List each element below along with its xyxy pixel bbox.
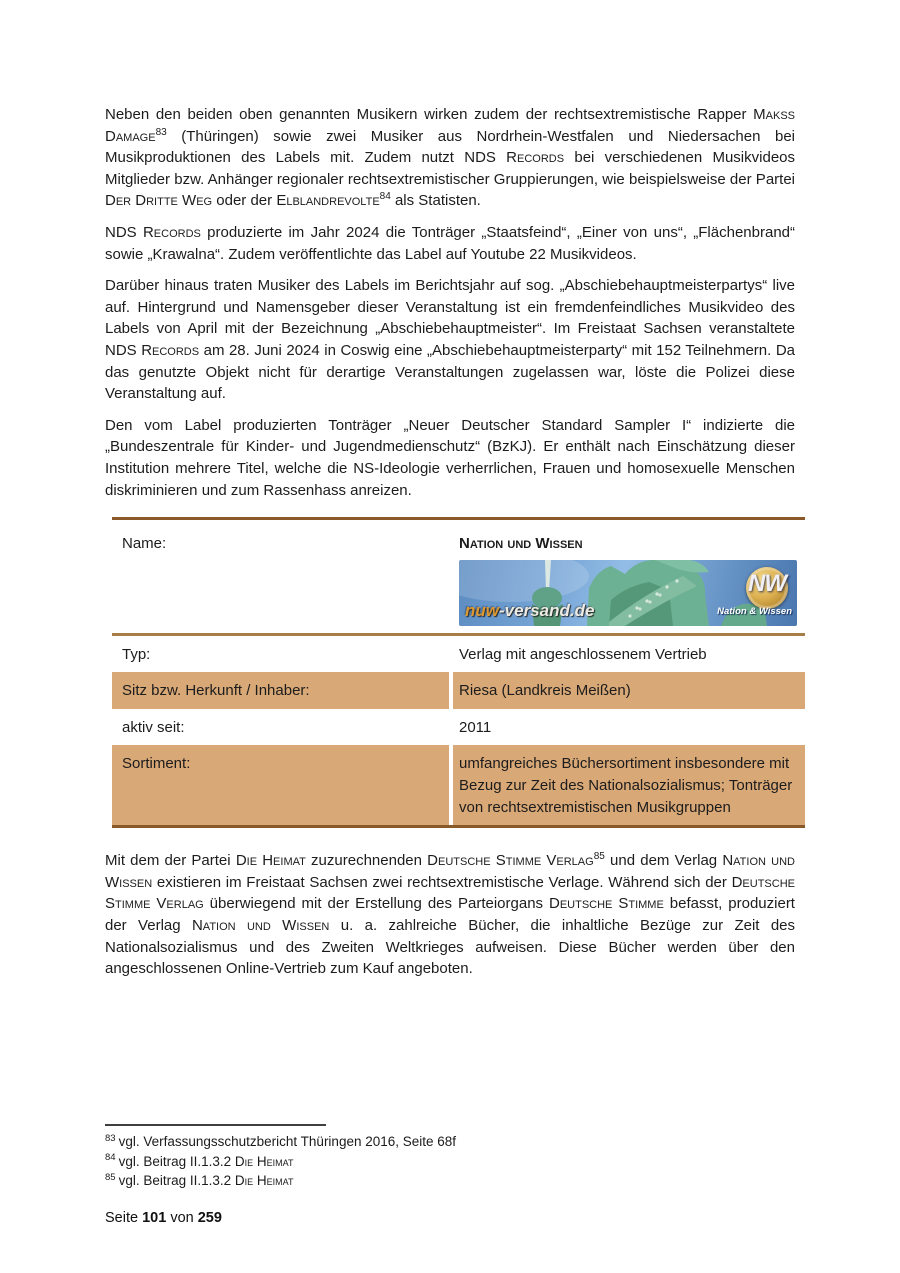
footer-prefix: Seite <box>105 1210 143 1226</box>
table-row-typ <box>112 636 805 673</box>
footnote-84 <box>105 1152 795 1172</box>
banner-url-prefix: nuw <box>465 601 499 621</box>
row-value-text: Riesa (Landkreis Meißen) <box>459 682 631 700</box>
table-value <box>453 672 805 709</box>
footnote-text: vgl. Verfassungsschutzbericht Thüringen 2016, Seite 68f <box>118 1134 457 1149</box>
row-value-text: umfangreiches Büchersortiment insbesondere mit Bezug zur Zeit des Nationalsozialismus; Tonträger von rechtsextremistischen Musikgruppen <box>459 755 793 816</box>
banner-url-text <box>465 600 594 622</box>
table-value <box>453 745 805 825</box>
table-label <box>112 745 453 825</box>
row-label-text: aktiv seit: <box>122 718 185 736</box>
paragraph-nds-releases: NDS Records produzierte im Jahr 2024 die Tonträger „Staatsfeind“, „Einer von uns“, „Flächenbrand“ sowie „Krawalna“. Zudem veröffentlichte das Label auf Youtube 22 Musikvideos. <box>105 223 795 263</box>
banner-tagline: Nation & Wissen <box>717 606 792 618</box>
footer-page-number: 101 <box>142 1210 167 1226</box>
footnote-separator <box>105 1124 326 1126</box>
footnotes <box>105 1124 795 1191</box>
footnote-number: 85 <box>105 1171 116 1183</box>
row-label-text: Sortiment: <box>122 755 191 773</box>
footer-middle: von <box>166 1210 198 1226</box>
table-label <box>112 709 453 746</box>
org-name: Nation und Wissen <box>459 535 583 553</box>
table-row-sortiment <box>112 745 805 825</box>
table-label <box>112 672 453 709</box>
table-value-name <box>453 520 805 633</box>
table-row-name <box>112 520 805 636</box>
footnote-text: vgl. Beitrag II.1.3.2 Die Heimat <box>118 1173 294 1188</box>
footnote-number: 83 <box>105 1132 116 1144</box>
page-footer <box>105 1210 222 1226</box>
footnote-number: 84 <box>105 1152 116 1163</box>
row-label-text: Typ: <box>122 645 151 663</box>
table-label <box>112 636 453 673</box>
table-label-name <box>112 520 453 633</box>
paragraph-abschiebehauptmeister: Darüber hinaus traten Musiker des Labels im Berichtsjahr auf sog. „Abschiebehauptmeisterpartys“ live auf. Hintergrund und Namensgeber dieser Veranstaltung ist ein fremdenfeindliches Musikvideo des Labels von April mit der Bezeichnung „Abschiebehauptmeister“. Im Freistaat Sachsen veranstaltete NDS Records am 28. Juni 2024 in Coswig eine „Abschiebehauptmeisterparty“ mit 152 Teilnehmern. Da das genutzte Objekt nicht für derartige Veranstaltungen zugelassen war, löste die Polizei diese Veranstaltung auf. <box>105 277 796 403</box>
footnote-text: vgl. Beitrag II.1.3.2 Die Heimat <box>118 1153 294 1169</box>
row-value-text: 2011 <box>459 718 492 736</box>
name-label: Name: <box>122 535 167 553</box>
table-value <box>453 636 805 673</box>
table-row-aktiv-seit <box>112 709 805 746</box>
row-value-text: Verlag mit angeschlossenem Vertrieb <box>459 645 707 663</box>
row-label-text: Sitz bzw. Herkunft / Inhaber: <box>122 682 310 700</box>
footnote-85 <box>105 1171 795 1191</box>
footer-total-pages: 259 <box>197 1210 222 1226</box>
footnote-83 <box>105 1132 795 1152</box>
body-text <box>105 104 795 990</box>
paragraph-verlage: Mit dem der Partei Die Heimat zuzurechnenden Deutsche Stimme Verlag$^{85}$ und dem Verlag Nation und Wissen existieren im Freistaat Sachsen zwei rechtsextremistische Verlage. Während sich der Deutsche Stimme Verlag überwiegend mit der Erstellung des Parteiorgans Deutsche Stimme befasst, produziert der Verlag Nation und Wissen u. a. zahlreiche Bücher, die inhaltliche Bezüge zur Zeit des Nationalsozialismus und des Zweiten Weltkrieges aufweisen. Diese Bücher werden über den angeschlossenen Online-Vertrieb zum Kauf angeboten. <box>105 851 796 978</box>
paragraph-indizierung: Den vom Label produzierten Tonträger „Neuer Deutscher Standard Sampler I“ indizierte die „Bundeszentrale für Kinder- und Jugendmedienschutz“ (BzKJ). Er enthält nach Einschätzung dieser Institution mehrere Titel, welche die NS-Ideologie verherrlichen, Frauen und homosexuelle Menschen diskriminieren und zum Rassenhass anreizen. <box>105 416 795 499</box>
info-table <box>112 517 805 828</box>
banner-url-rest: -versand.de <box>499 601 595 621</box>
paragraph-nds-musicians: Neben den beiden oben genannten Musikern wirken zudem der rechtsextremistische Rapper Makss Damage$^{83}$ (Thüringen) sowie zwei Musiker aus Nordrhein-Westfalen und Niedersachen bei Musikproduktionen des Labels mit. Zudem nutzt NDS Records bei verschiedenen Musikvideos Mitglieder bzw. Anhänger regionaler rechtsextremistischer Gruppierungen, wie beispielsweise der Partei Der Dritte Weg oder der Elblandrevolte$^{84}$ als Statisten. <box>105 106 795 210</box>
banner-image <box>459 560 797 626</box>
nw-badge-text: NW <box>748 569 786 597</box>
table-row-sitz <box>112 672 805 709</box>
table-value <box>453 709 805 746</box>
